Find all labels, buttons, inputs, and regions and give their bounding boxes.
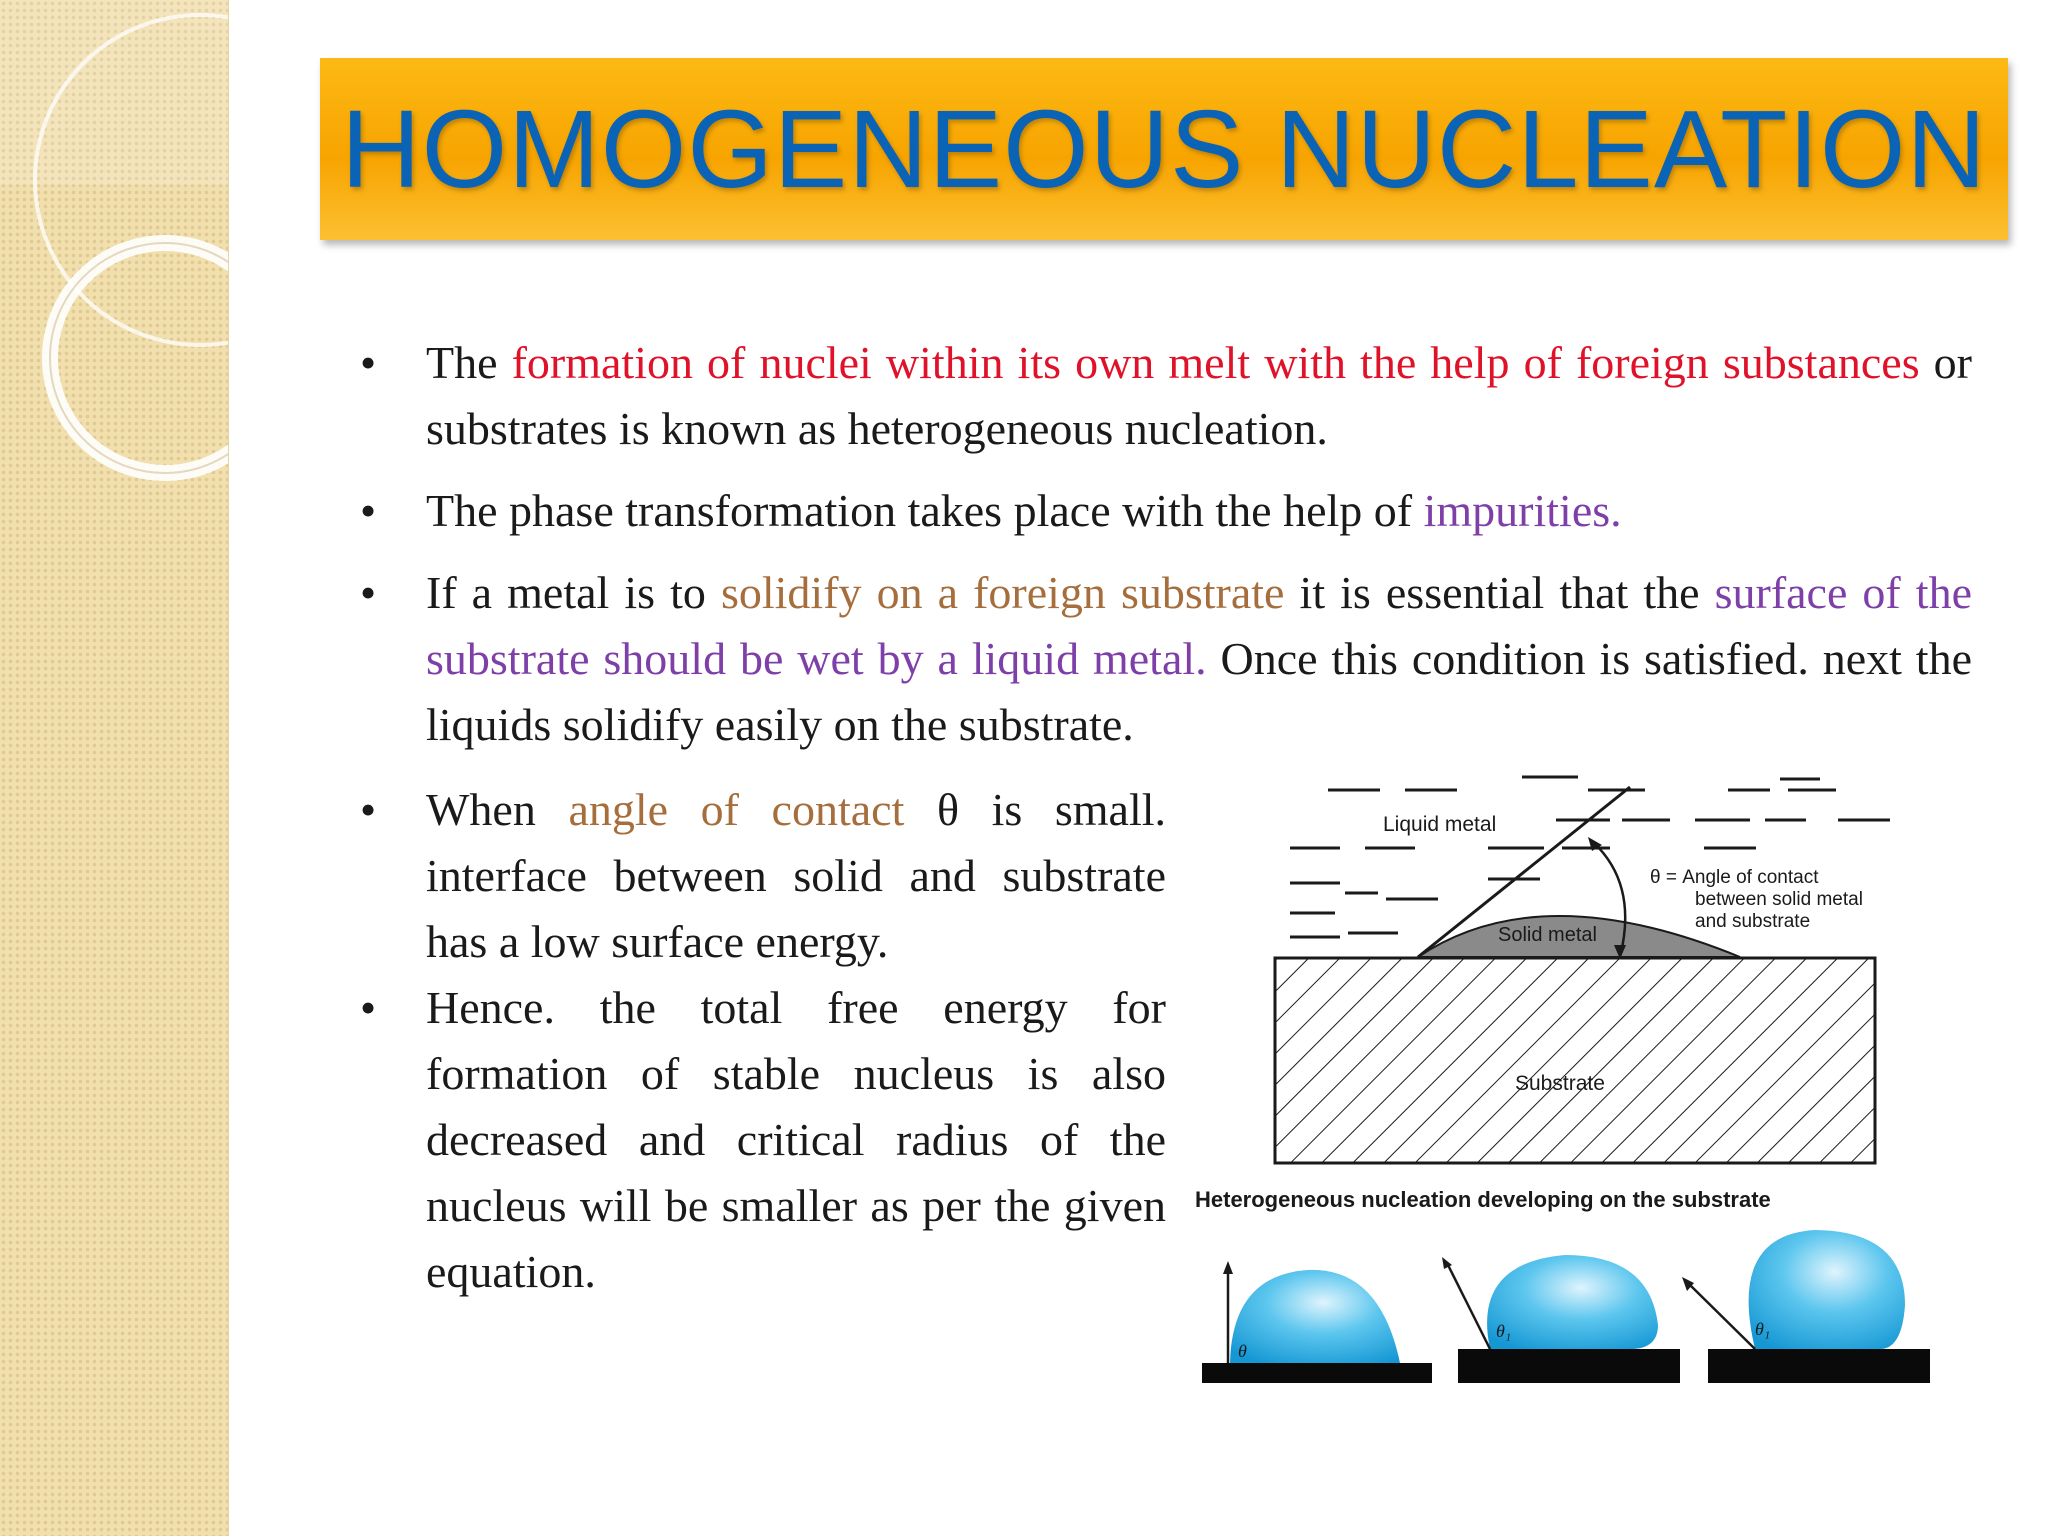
tangent-arrow bbox=[1690, 1285, 1755, 1349]
figure-caption: Heterogeneous nucleation developing on the substrate bbox=[1195, 1187, 1771, 1212]
bullet-text: it is essential that the bbox=[1284, 567, 1715, 618]
bullet-text: or substrates is known as heterogeneous nucleation. bbox=[426, 337, 1972, 454]
highlight-text: solidify on a foreign substrate bbox=[720, 567, 1285, 618]
decorative-sidebar bbox=[0, 0, 229, 1536]
solid-metal-label: Solid metal bbox=[1498, 924, 1597, 946]
title-banner bbox=[320, 58, 2008, 240]
substrate-base bbox=[1708, 1363, 1930, 1383]
contact-angle-symbol: θ bbox=[1238, 1341, 1247, 1361]
substrate-label: Substrate bbox=[1515, 1072, 1605, 1095]
angle-note bbox=[1650, 867, 1868, 932]
angle-note-line: θ = Angle of contact bbox=[1650, 867, 1819, 888]
highlight-text: impurities. bbox=[1423, 485, 1622, 536]
rough-surface bbox=[1708, 1349, 1930, 1363]
bullet-text: The phase transformation takes place with the help of bbox=[426, 485, 1424, 536]
bullet-item bbox=[360, 330, 1972, 462]
bullet-item bbox=[360, 975, 1166, 1305]
highlight-text: surface of the substrate should be wet by a liquid metal. bbox=[426, 567, 1972, 684]
bullet-list-top bbox=[360, 330, 1972, 774]
wetting-example-1 bbox=[1202, 1261, 1432, 1383]
droplet bbox=[1487, 1255, 1658, 1349]
bullet-text: When bbox=[426, 784, 569, 835]
substrate-block bbox=[1275, 958, 1875, 1163]
wetting-example-2 bbox=[1442, 1255, 1680, 1383]
highlight-text: angle of contact bbox=[568, 784, 905, 835]
bullet-text: The bbox=[426, 337, 512, 388]
highlight-text: formation of nuclei within its own melt with the help of foreign substances bbox=[511, 337, 1920, 388]
slide-title: HOMOGENEOUS NUCLEATION bbox=[341, 87, 1987, 211]
contact-angle-symbol: θ₁ bbox=[1755, 1319, 1771, 1339]
bullet-text: Once this condition is satisfied. next the liquids solidify easily on the substrate. bbox=[426, 633, 1972, 750]
bullet-list-bottom bbox=[360, 777, 1166, 1305]
bullet-text: θ is small. interface between solid and substrate has a low surface energy. bbox=[426, 784, 1167, 967]
arrow-head bbox=[1223, 1261, 1233, 1274]
bullet-text: If a metal is to bbox=[426, 567, 721, 618]
substrate-base bbox=[1202, 1363, 1432, 1383]
decorative-rings bbox=[0, 0, 228, 1536]
wetting-example-3 bbox=[1682, 1230, 1930, 1383]
droplet bbox=[1749, 1230, 1905, 1349]
bullet-item bbox=[360, 560, 1972, 758]
angle-note-line: between solid metal bbox=[1695, 889, 1863, 910]
droplet bbox=[1230, 1270, 1400, 1363]
nucleation-figure bbox=[1190, 765, 1990, 1395]
tangent-arrow bbox=[1448, 1265, 1490, 1349]
bullet-text: Hence. the total free energy for formation of stable nucleus is also decreased and critical radius of the nucleus will be smaller as per the given equation. bbox=[426, 982, 1166, 1297]
rough-surface bbox=[1458, 1349, 1680, 1363]
bullet-item bbox=[360, 478, 1972, 544]
arrow-head bbox=[1442, 1257, 1452, 1269]
liquid-metal-label: Liquid metal bbox=[1383, 813, 1497, 836]
contact-angle-symbol: θ₁ bbox=[1496, 1321, 1512, 1341]
angle-note-line: and substrate bbox=[1695, 911, 1811, 932]
bullet-item bbox=[360, 777, 1166, 975]
substrate-base bbox=[1458, 1363, 1680, 1383]
